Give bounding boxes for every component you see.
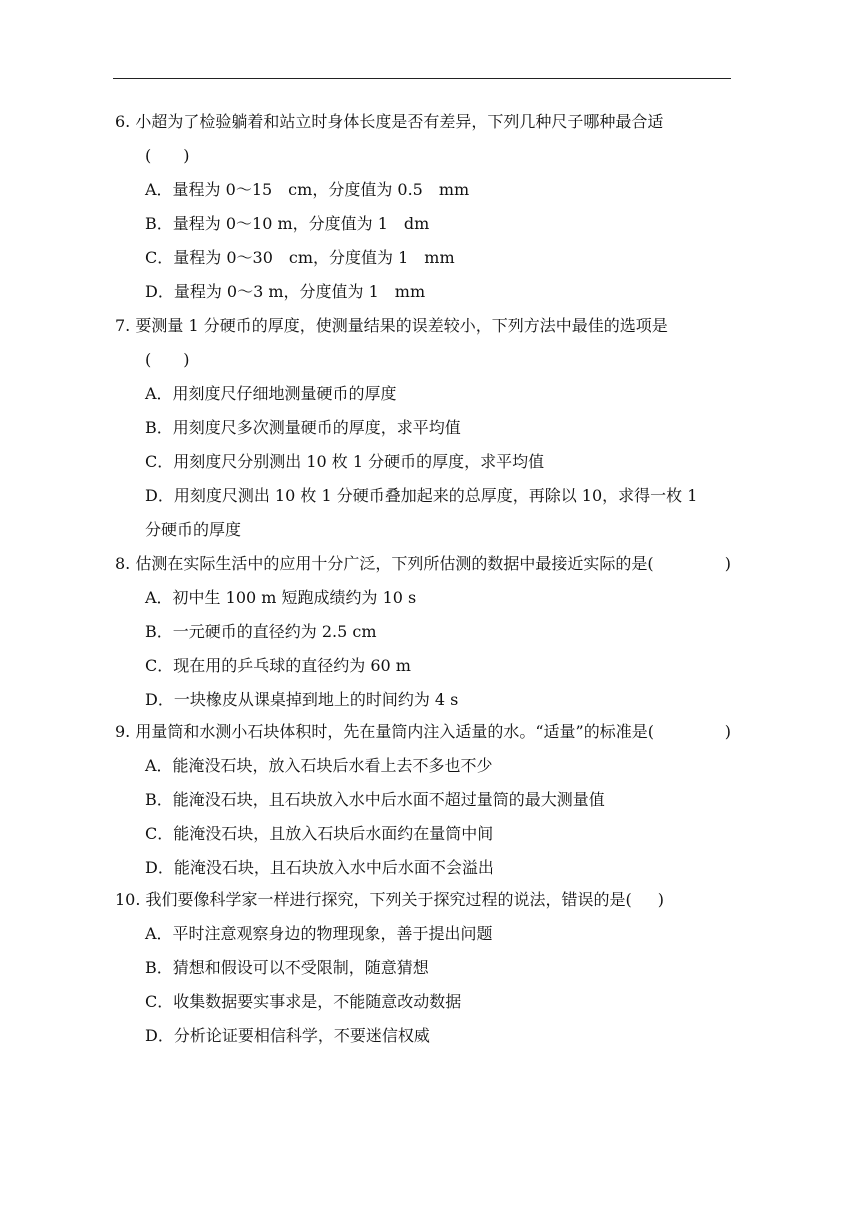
question-number: 8. bbox=[115, 554, 131, 573]
question-number: 6. bbox=[115, 112, 131, 131]
question-text: 用量筒和水测小石块体积时，先在量筒内注入适量的水。“适量”的标准是( bbox=[135, 722, 654, 741]
option-a: A．初中生 100 m 短跑成绩约为 10 s bbox=[145, 588, 417, 607]
option-d: D．用刻度尺测出 10 枚 1 分硬币叠加起来的总厚度，再除以 10，求得一枚 1 bbox=[145, 486, 698, 505]
answer-bracket: ( ) bbox=[145, 146, 190, 165]
option-c: C．收集数据要实事求是，不能随意改动数据 bbox=[145, 992, 462, 1011]
question-8-stem bbox=[115, 554, 654, 574]
question-7-stem bbox=[115, 316, 668, 336]
option-b: B．量程为 0～10 m，分度值为 1 dm bbox=[145, 214, 430, 233]
option-a: A．平时注意观察身边的物理现象，善于提出问题 bbox=[145, 924, 493, 943]
question-10-stem bbox=[115, 890, 664, 910]
option-c: C．用刻度尺分别测出 10 枚 1 分硬币的厚度，求平均值 bbox=[145, 452, 545, 471]
question-number: 9. bbox=[115, 722, 131, 741]
option-a: A．量程为 0～15 cm，分度值为 0.5 mm bbox=[145, 180, 470, 199]
question-text: 估测在实际生活中的应用十分广泛，下列所估测的数据中最接近实际的是( bbox=[135, 554, 654, 573]
option-b: B．一元硬币的直径约为 2.5 cm bbox=[145, 622, 377, 641]
option-b: B．用刻度尺多次测量硬币的厚度，求平均值 bbox=[145, 418, 461, 437]
option-d: D．量程为 0～3 m，分度值为 1 mm bbox=[145, 282, 426, 301]
option-b: B．能淹没石块，且石块放入水中后水面不超过量筒的最大测量值 bbox=[145, 790, 605, 809]
answer-bracket-close: ) bbox=[724, 722, 731, 741]
option-a: A．用刻度尺仔细地测量硬币的厚度 bbox=[145, 384, 397, 403]
option-c: C．现在用的乒乓球的直径约为 60 m bbox=[145, 656, 411, 675]
question-text: 我们要像科学家一样进行探究，下列关于探究过程的说法，错误的是( bbox=[145, 890, 632, 909]
answer-bracket-close: ) bbox=[724, 554, 731, 573]
option-b: B．猜想和假设可以不受限制，随意猜想 bbox=[145, 958, 429, 977]
option-d: D．分析论证要相信科学，不要迷信权威 bbox=[145, 1026, 430, 1045]
option-c: C．量程为 0～30 cm，分度值为 1 mm bbox=[145, 248, 455, 267]
question-number: 7. bbox=[115, 316, 131, 335]
option-d-continued: 分硬币的厚度 bbox=[145, 520, 242, 539]
option-a: A．能淹没石块，放入石块后水看上去不多也不少 bbox=[145, 756, 493, 775]
question-text: 小超为了检验躺着和站立时身体长度是否有差异，下列几种尺子哪种最合适 bbox=[135, 112, 664, 131]
question-9-stem bbox=[115, 722, 654, 742]
header-rule bbox=[113, 78, 731, 79]
question-6-stem bbox=[115, 112, 663, 132]
question-text: 要测量 1 分硬币的厚度，使测量结果的误差较小，下列方法中最佳的选项是 bbox=[135, 316, 668, 335]
answer-bracket: ( ) bbox=[145, 350, 190, 369]
option-d: D．能淹没石块，且石块放入水中后水面不会溢出 bbox=[145, 858, 494, 877]
question-number: 10. bbox=[115, 890, 141, 909]
option-d: D．一块橡皮从课桌掉到地上的时间约为 4 s bbox=[145, 690, 459, 709]
option-c: C．能淹没石块，且放入石块后水面约在量筒中间 bbox=[145, 824, 494, 843]
answer-bracket-close: ) bbox=[657, 890, 665, 909]
